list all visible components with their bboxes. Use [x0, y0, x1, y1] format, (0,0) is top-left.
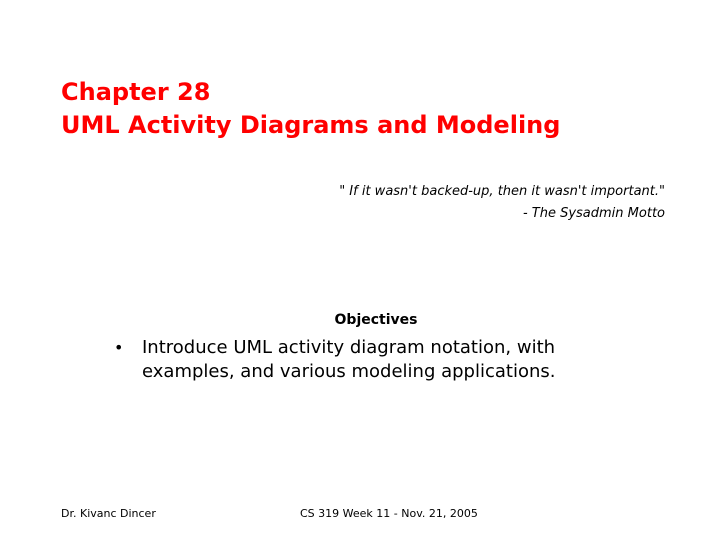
- objectives-heading: Objectives: [334, 312, 418, 328]
- chapter-number: Chapter 28: [61, 78, 211, 106]
- bullet-icon: •: [114, 338, 124, 357]
- footer-author: Dr. Kivanc Dincer: [61, 507, 156, 520]
- objective-item: [114, 336, 594, 384]
- quote-text: " If it wasn't backed-up, then it wasn't important.": [339, 184, 665, 199]
- objectives-list: [114, 336, 594, 384]
- footer-course-info: CS 319 Week 11 - Nov. 21, 2005: [300, 507, 478, 520]
- chapter-title: UML Activity Diagrams and Modeling: [61, 111, 561, 139]
- epigraph-quote: [339, 181, 665, 225]
- quote-attribution: - The Sysadmin Motto: [522, 206, 665, 221]
- objective-text: Introduce UML activity diagram notation, with examples, and various modeling applications.: [142, 337, 556, 382]
- slide-title: [61, 76, 560, 142]
